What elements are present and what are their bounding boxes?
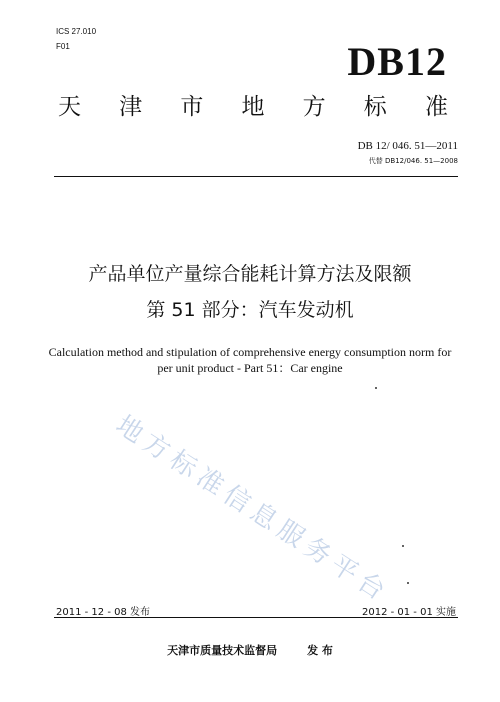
scan-speck [375, 387, 377, 389]
watermark: 地方标准信息服务平台 [110, 410, 396, 610]
standard-number: DB 12/ 046. 51—2011 [357, 140, 458, 152]
ccs-code: F01 [56, 42, 70, 51]
standard-type-char: 市 [180, 94, 204, 120]
issuer-name: 天津市质量技术监督局 [167, 644, 278, 657]
standard-type-char: 方 [302, 94, 326, 120]
title-chinese-line-2: 第 51 部分：汽车发动机 [146, 299, 354, 321]
standard-type-char: 津 [119, 94, 143, 120]
classification-codes [56, 27, 96, 57]
standard-type-char: 准 [424, 94, 448, 120]
scan-speck [407, 582, 409, 584]
issuer-action: 发 布 [307, 644, 333, 657]
ics-code: ICS 27.010 [56, 27, 97, 36]
issuer-line [0, 642, 500, 658]
scan-speck [402, 545, 404, 547]
standard-code-logo: DB12 [347, 39, 447, 84]
title-chinese-line-1: 产品单位产量综合能耗计算方法及限额 [88, 263, 412, 285]
replaces-standard: 代替 DB12/046. 51—2008 [368, 157, 458, 165]
title-english-line-1: Calculation method and stipulation of comprehensive energy consumption norm for [48, 345, 452, 359]
issue-date: 2011 - 12 - 08 发布 [56, 607, 151, 618]
top-divider [54, 176, 458, 177]
bottom-divider [54, 617, 458, 618]
standard-type-char: 标 [363, 94, 387, 120]
standard-type-char: 地 [241, 94, 265, 120]
title-english-line-2: per unit product - Part 51：Car engine [157, 361, 343, 375]
standard-type-heading [58, 93, 448, 121]
standard-type-char: 天 [58, 94, 81, 120]
implementation-date: 2012 - 01 - 01 实施 [361, 607, 456, 618]
